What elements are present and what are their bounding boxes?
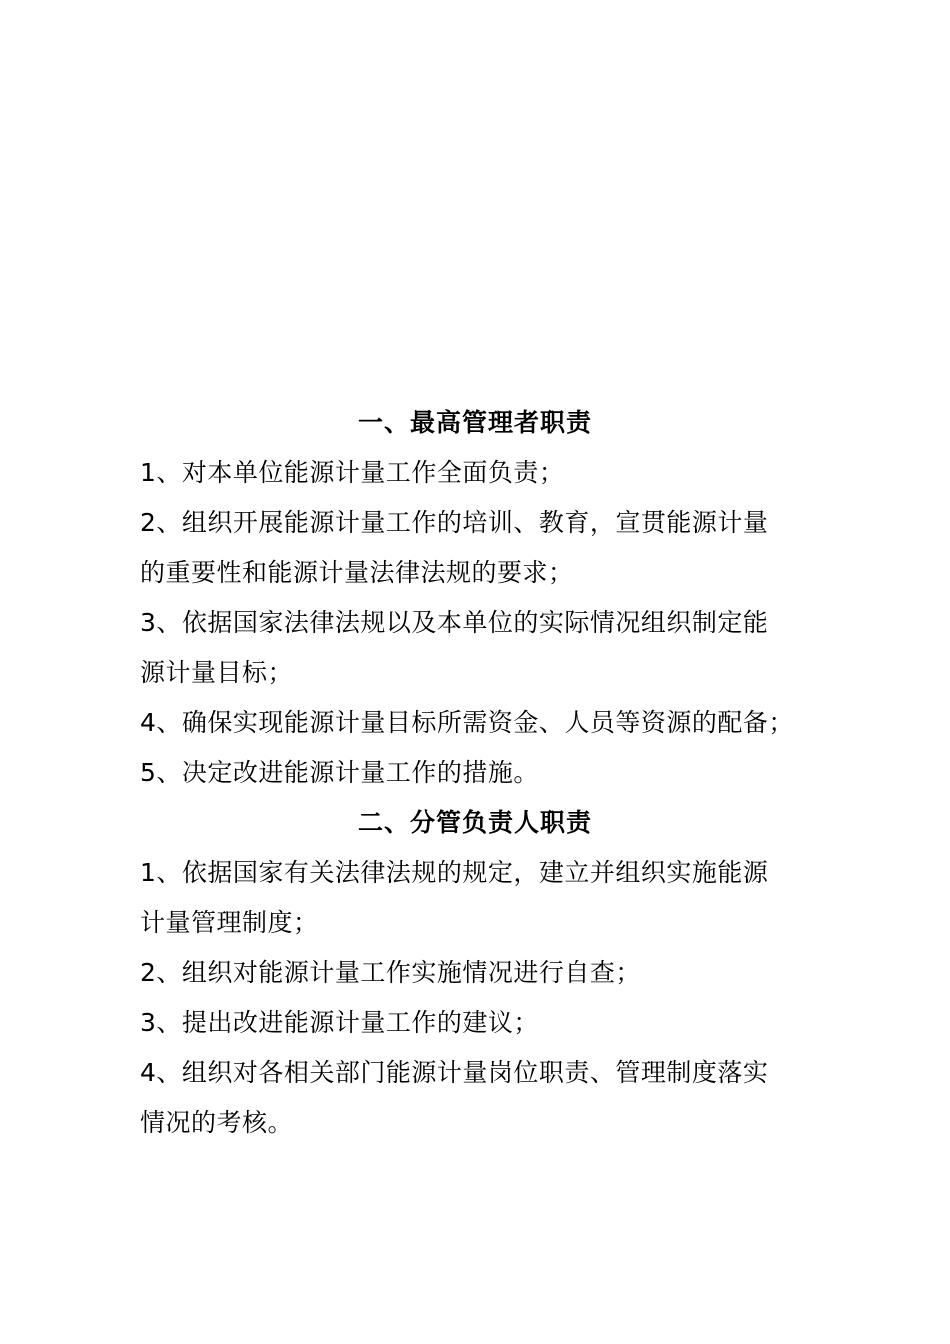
section-2-line-1: 1、依据国家有关法律法规的规定，建立并组织实施能源: [140, 858, 769, 887]
section-1-line-7: 5、决定改进能源计量工作的措施。: [140, 758, 539, 787]
section-1-line-6: 4、确保实现能源计量目标所需资金、人员等资源的配备；: [140, 708, 794, 737]
section-1-line-3: 的重要性和能源计量法律法规的要求；: [140, 558, 574, 587]
section-2-heading: 二、分管负责人职责: [357, 808, 592, 837]
section-1-line-4: 3、依据国家法律法规以及本单位的实际情况组织制定能: [140, 608, 769, 637]
section-2-line-4: 3、提出改进能源计量工作的建议；: [140, 1008, 539, 1037]
section-2-line-2: 计量管理制度；: [140, 908, 319, 937]
section-1-line-1: 1、对本单位能源计量工作全面负责；: [140, 458, 565, 487]
section-2-line-6: 情况的考核。: [140, 1108, 294, 1137]
section-1-line-5: 源计量目标；: [140, 658, 294, 687]
section-2-line-3: 2、组织对能源计量工作实施情况进行自查；: [140, 958, 641, 987]
section-1-heading: 一、最高管理者职责: [357, 408, 592, 437]
section-1-line-2: 2、组织开展能源计量工作的培训、教育，宣贯能源计量: [140, 508, 769, 537]
section-2-line-5: 4、组织对各相关部门能源计量岗位职责、管理制度落实: [140, 1058, 769, 1087]
